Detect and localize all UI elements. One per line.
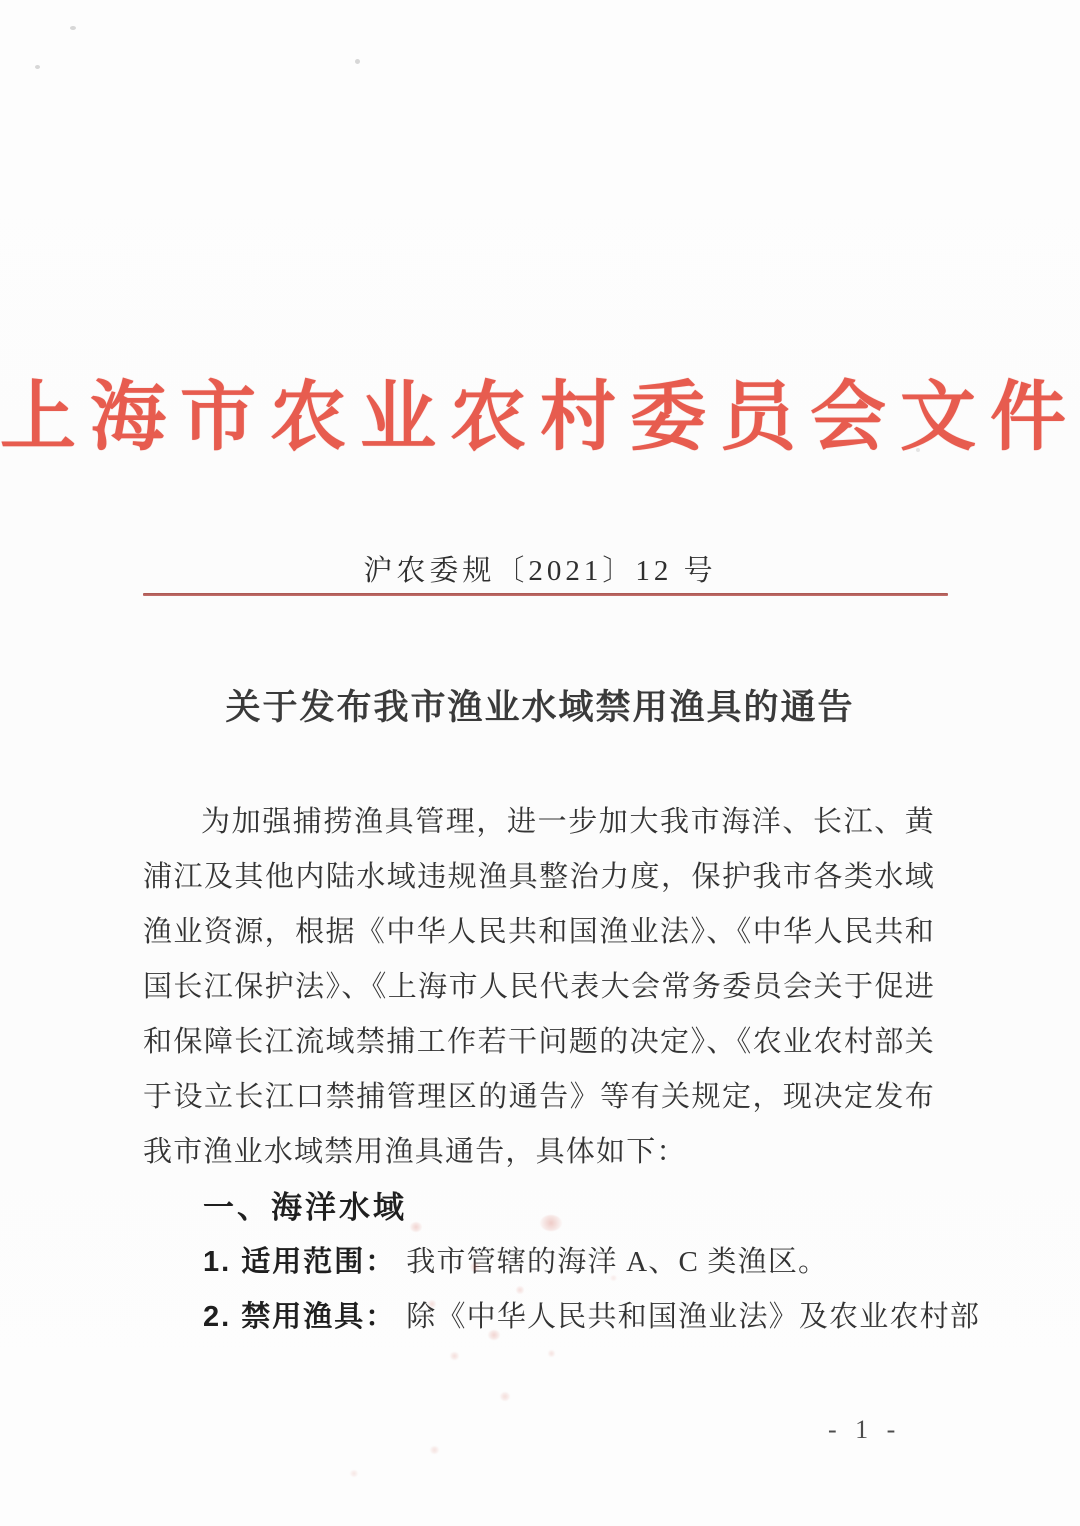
page-number: - 1 - (828, 1415, 902, 1444)
red-stain-mark (350, 1470, 358, 1477)
list-item-scope-text: 我市管辖的海洋 A、C 类渔区。 (406, 1246, 829, 1278)
red-stain-mark (516, 1286, 524, 1294)
red-stain-mark (610, 1275, 617, 1281)
scan-speck (35, 65, 40, 69)
agency-header-title: 上海市农业农村委员会文件 (0, 376, 1080, 460)
scan-speck (70, 26, 76, 30)
list-item-scope-label: 1. 适用范围： (203, 1246, 397, 1278)
red-divider-rule (143, 593, 948, 596)
list-item-banned-gear-label: 2. 禁用渔具： (203, 1301, 397, 1333)
document-body (143, 795, 981, 1345)
red-stain-mark (540, 1215, 562, 1231)
red-stain-mark (450, 1352, 459, 1360)
red-stain-mark (548, 1350, 555, 1357)
notice-title: 关于发布我市渔业水域禁用渔具的通告 (225, 688, 855, 727)
red-stain-mark (470, 1262, 480, 1272)
red-stain-mark (500, 1392, 510, 1401)
list-item-banned-gear (143, 1290, 981, 1345)
document-number: 沪农委规〔2021〕12 号 (363, 555, 717, 587)
intro-paragraph: 为加强捕捞渔具管理，进一步加大我市海洋、长江、黄浦江及其他内陆水域违规渔具整治力度，保护我市各类水域渔业资源，根据《中华人民共和国渔业法》、《中华人民共和国长江保护法》、《上海市人民代表大会常务委员会关于促进和保障长江流域禁捕工作若干问题的决定》、《农业农村部关于设立长江口禁捕管理区的通告》等有关规定，现决定发布我市渔业水域禁用渔具通告，具体如下： (143, 806, 935, 1168)
red-stain-mark (430, 1446, 439, 1454)
red-stain-mark (488, 1330, 500, 1340)
list-item-scope (143, 1235, 935, 1290)
red-stain-mark (410, 1222, 422, 1232)
section-heading-marine-waters: 一、海洋水域 (203, 1190, 407, 1225)
red-stain-mark (428, 1300, 436, 1308)
scan-speck (355, 59, 360, 64)
list-item-banned-gear-text: 除《中华人民共和国渔业法》及农业农村部 (406, 1301, 981, 1333)
